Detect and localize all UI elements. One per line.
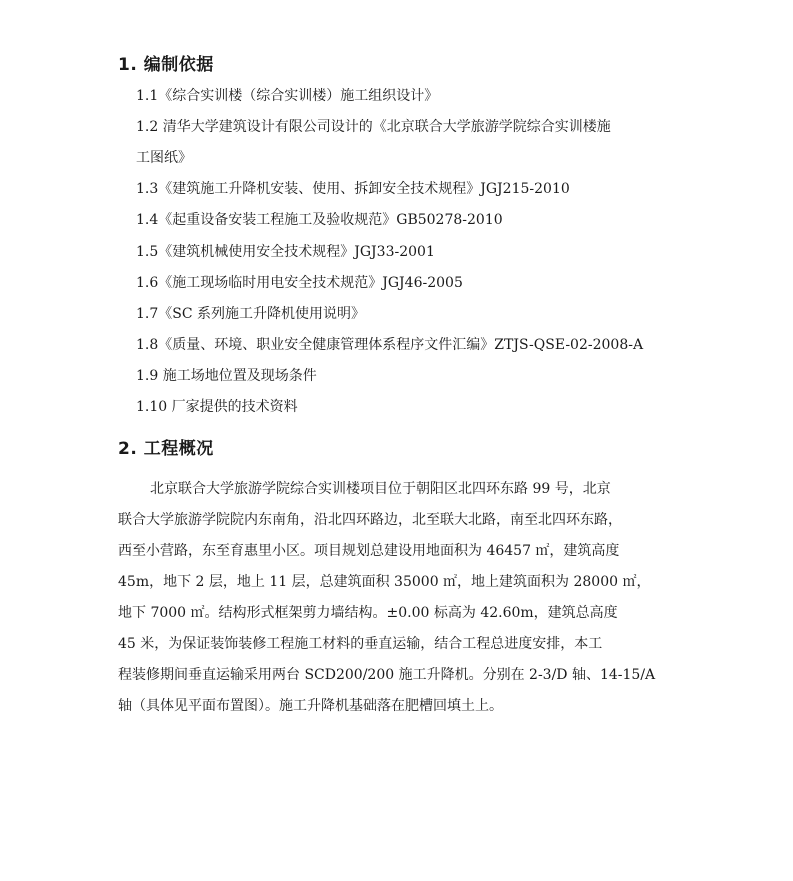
- reference-item-1-5: 1.5《建筑机械使用安全技术规程》JGJ33-2001: [136, 244, 435, 260]
- reference-item-1-3: 1.3《建筑施工升降机安装、使用、拆卸安全技术规程》JGJ215-2010: [136, 181, 570, 197]
- overview-line-5: 地下 7000 ㎡。结构形式框架剪力墙结构。±0.00 标高为 42.60m，建筑总高度: [118, 605, 618, 621]
- overview-line-8: 轴（具体见平面布置图）。施工升降机基础落在肥槽回填土上。: [118, 698, 503, 714]
- reference-item-1-10: 1.10 厂家提供的技术资料: [136, 399, 298, 415]
- reference-item-1-4: 1.4《起重设备安装工程施工及验收规范》GB50278-2010: [136, 212, 503, 228]
- overview-line-2: 联合大学旅游学院院内东南角，沿北四环路边，北至联大北路，南至北四环东路，: [118, 512, 622, 528]
- reference-item-1-7: 1.7《SC 系列施工升降机使用说明》: [136, 306, 366, 322]
- overview-line-7: 程装修期间垂直运输采用两台 SCD200/200 施工升降机。分别在 2-3/D 轴、14-15/A: [118, 667, 656, 683]
- reference-item-1-8: 1.8《质量、环境、职业安全健康管理体系程序文件汇编》ZTJS-QSE-02-2008-A: [136, 337, 644, 353]
- overview-line-4: 45m，地下 2 层，地上 11 层，总建筑面积 35000 ㎡，地上建筑面积为 28000 ㎡，: [118, 574, 651, 590]
- section-1-heading: 1. 编制依据: [118, 55, 214, 75]
- reference-item-1-2: 1.2 清华大学建筑设计有限公司设计的《北京联合大学旅游学院综合实训楼施: [136, 119, 611, 135]
- reference-item-1-2-continued: 工图纸》: [136, 150, 192, 166]
- reference-item-1-9: 1.9 施工场地位置及现场条件: [136, 368, 317, 384]
- section-2-heading: 2. 工程概况: [118, 439, 214, 459]
- overview-line-6: 45 米，为保证装饰装修工程施工材料的垂直运输，结合工程总进度安排，本工: [118, 636, 603, 652]
- reference-item-1-1: 1.1《综合实训楼（综合实训楼）施工组织设计》: [136, 88, 439, 104]
- reference-item-1-6: 1.6《施工现场临时用电安全技术规范》JGJ46-2005: [136, 275, 463, 291]
- overview-line-3: 西至小营路，东至育惠里小区。项目规划总建设用地面积为 46457 ㎡，建筑高度: [118, 543, 620, 559]
- overview-line-1: 北京联合大学旅游学院综合实训楼项目位于朝阳区北四环东路 99 号，北京: [150, 481, 611, 497]
